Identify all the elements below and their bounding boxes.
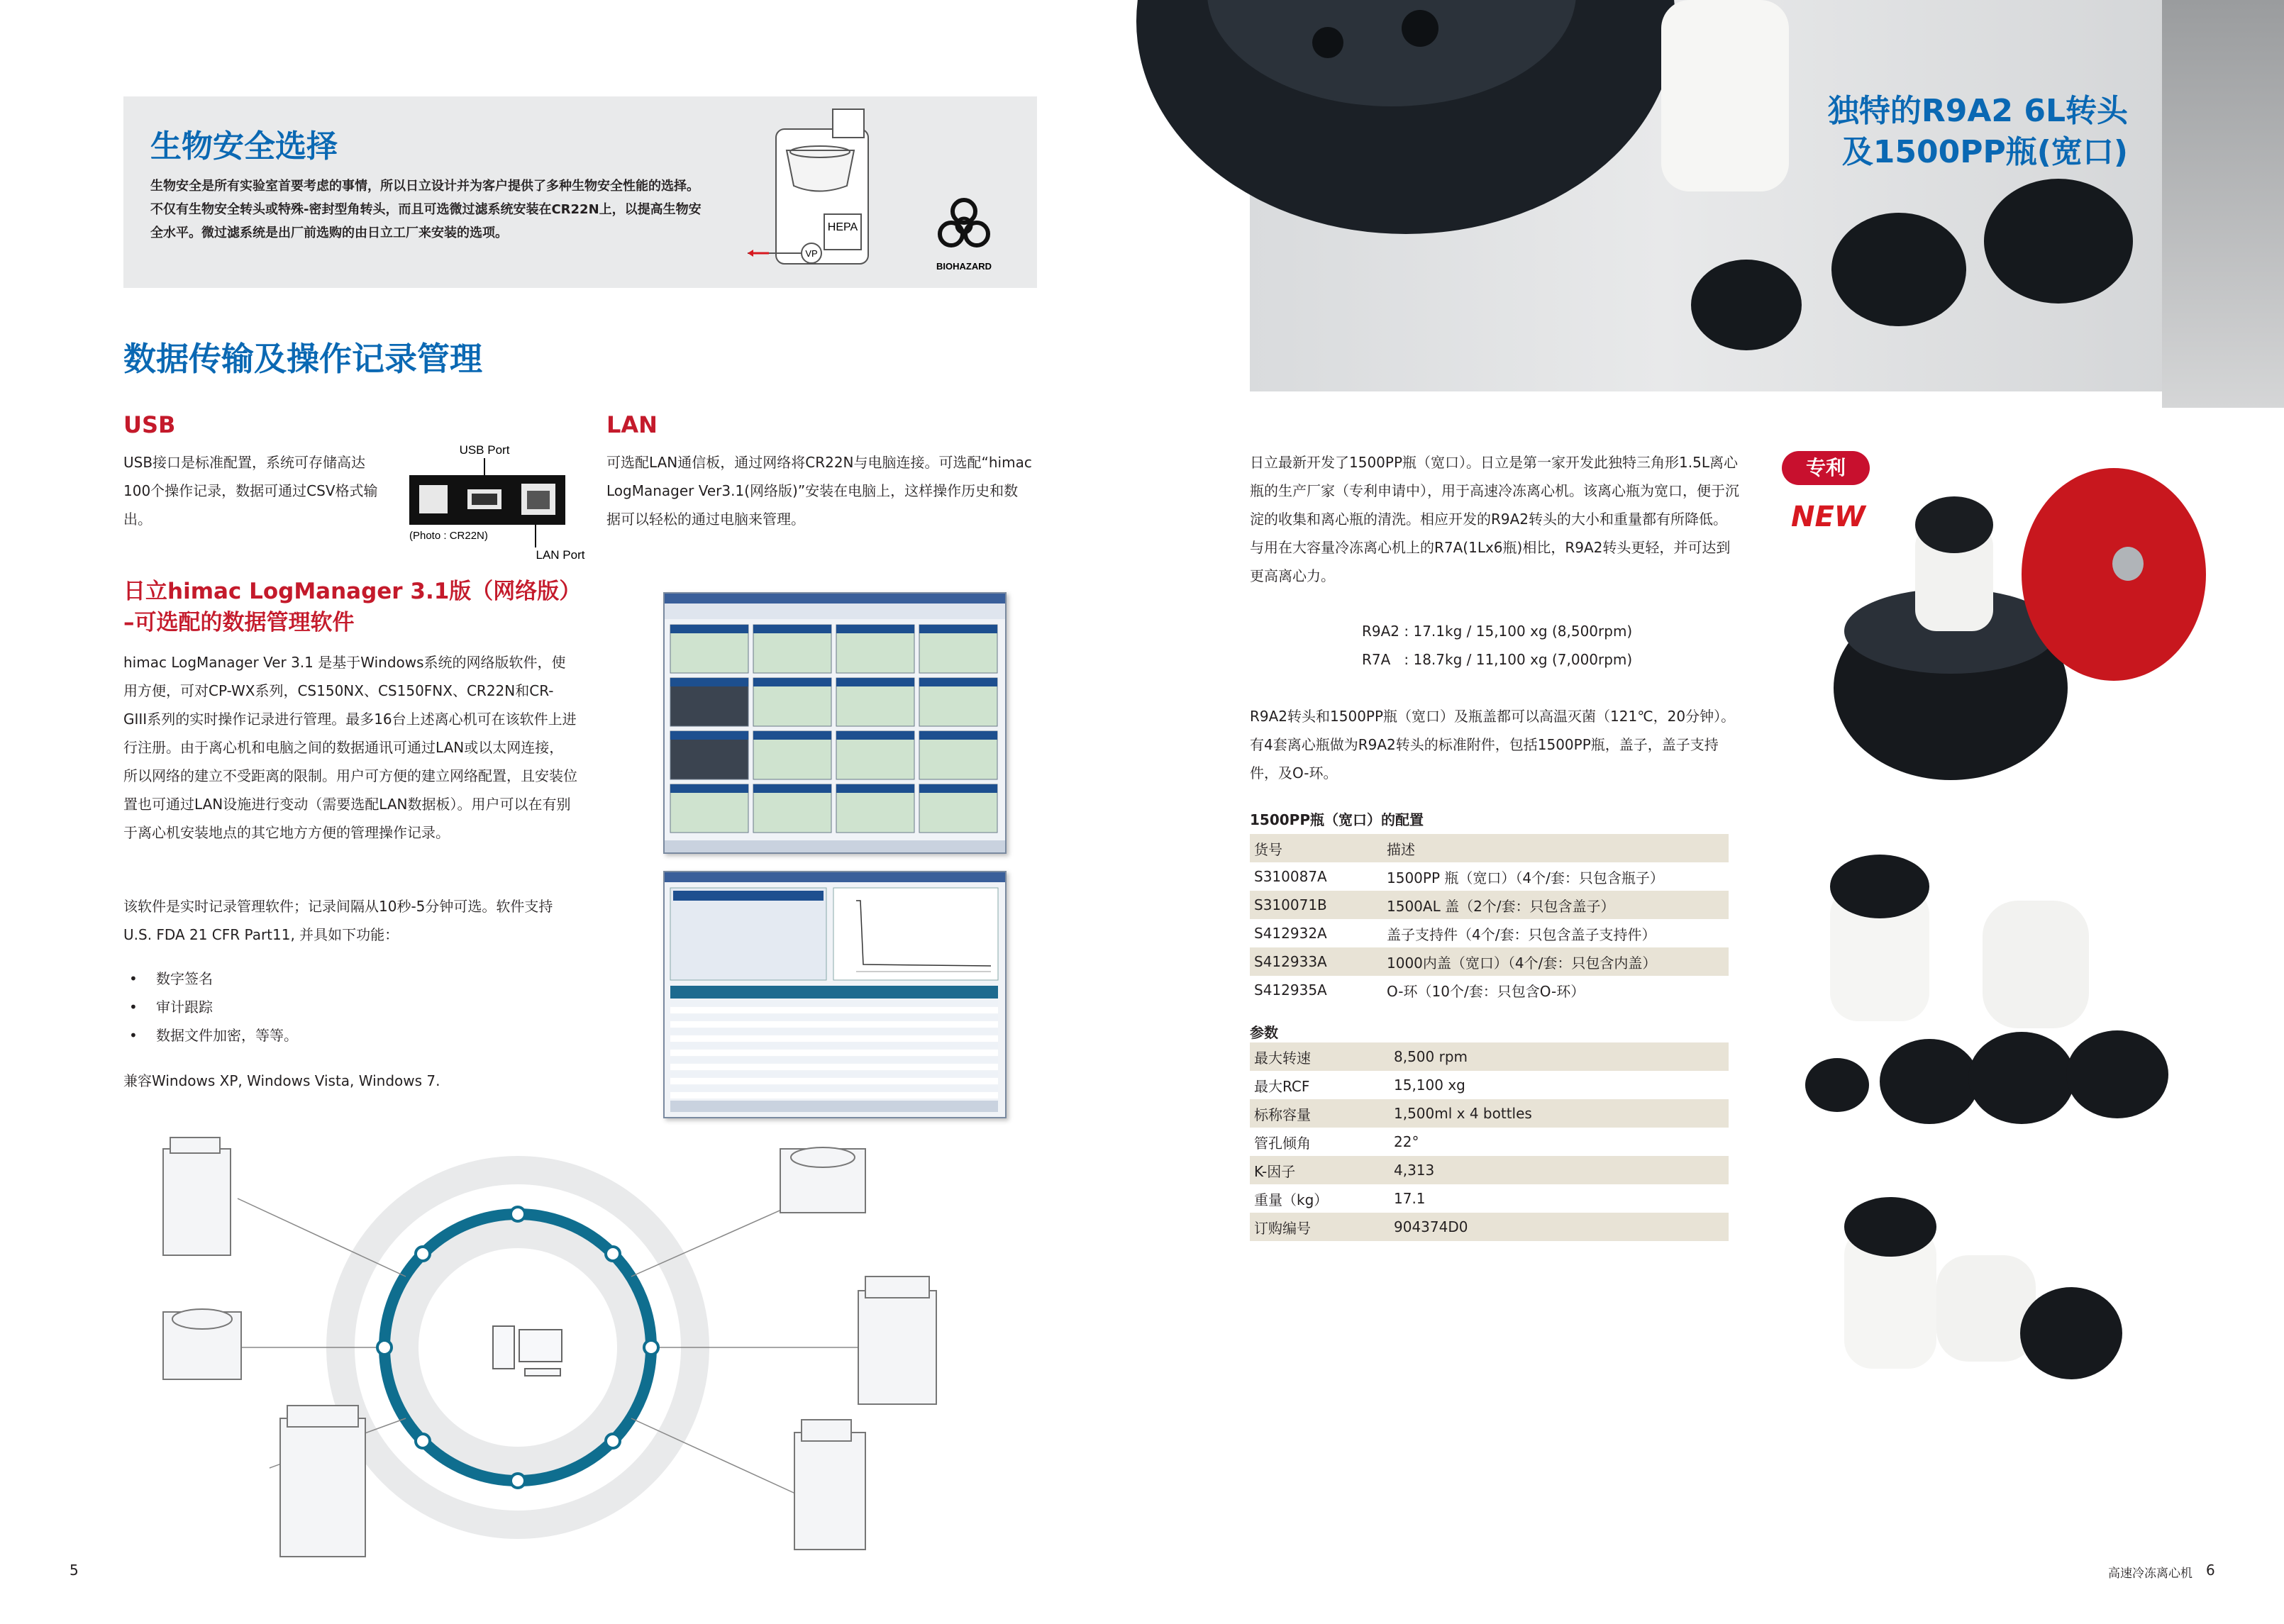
table-row (1250, 1184, 1729, 1213)
decorative-band (2162, 0, 2284, 408)
rotor-photo (1250, 0, 2284, 391)
param-label: 最大转速 (1250, 1042, 1390, 1071)
table-row (1250, 947, 1729, 976)
table-row (1250, 1128, 1729, 1156)
centrifuge-icon (280, 1406, 365, 1557)
log-table-row (670, 1078, 998, 1084)
logmanager-screenshot-monitor (663, 871, 1007, 1118)
part-description: 1500PP 瓶（宽口）（4个/套：只包含瓶子） (1387, 869, 1664, 886)
feature-item: • 审计跟踪 (123, 993, 577, 1021)
panel-title-bar (670, 784, 748, 793)
table-row (1250, 862, 1729, 891)
logmanager-text-2: 该软件是实时记录管理软件；记录间隔从10秒-5分钟可选。软件支持U.S. FDA 21 CFR Part11, 并具如下功能： (123, 898, 553, 943)
param-label: 最大RCF (1254, 1077, 1310, 1095)
footer-label: 高速冷冻离心机 (2108, 1567, 2192, 1581)
table-row (1250, 1042, 1729, 1071)
log-table-row (670, 1042, 998, 1049)
rotor-intro: 日立最新开发了1500PP瓶（宽口）。日立是第一家开发此独特三角形1.5L离心瓶的生产厂家（专利申请中），用于高速冷冻离心机。该离心瓶为宽口，便于沉淀的收集和离心瓶的清洗。相应开发的R9A2转头的大小和重量都有所降低。与用在大容量冷冻离心机上的R7A(1Lx6瓶)相比，R9A2转头更轻，并可达到更高离心力。 (1250, 454, 1739, 584)
log-table-row (670, 1064, 998, 1070)
rotor-hero-image (1250, 0, 2284, 391)
rotor-with-lid-photo (1816, 454, 2199, 794)
feature-item: • 数字签名 (123, 964, 577, 993)
page-number-left: 5 (70, 1562, 79, 1579)
params-heading: 参数 (1250, 1024, 1278, 1041)
computer-icon (493, 1326, 562, 1376)
usb-text: USB接口是标准配置，系统可存储高达100个操作记录，数据可通过CSV格式输出。 (123, 454, 378, 528)
panel-title-bar (753, 731, 831, 740)
part-number: S310071B (1250, 891, 1382, 919)
param-value: 1,500ml x 4 bottles (1390, 1099, 1729, 1128)
panel-title-bar (919, 731, 997, 740)
table-row (1250, 1213, 1729, 1241)
part-description: 盖子支持件（4个/套：只包含盖子支持件） (1387, 925, 1656, 943)
new-badge: NEW (1791, 501, 1866, 533)
column-header: 描述 (1382, 834, 1729, 862)
rotor-hero-title (1816, 91, 2128, 173)
table-row (1250, 1071, 1729, 1099)
part-description: O-环（10个/套：只包含O-环） (1387, 982, 1585, 1000)
hero-title-line1: 独特的R9A2 6L转头 (1827, 93, 2128, 129)
part-number: S412935A (1254, 981, 1327, 999)
params-table (1250, 1042, 1729, 1241)
logmanager-heading (123, 576, 581, 638)
panel-title-bar (753, 625, 831, 633)
panel-title-bar (670, 625, 748, 633)
panel-title-bar (670, 731, 748, 740)
bottle-components-photo (1802, 851, 2171, 1135)
param-value: 4,313 (1390, 1156, 1729, 1184)
panel-title-bar (919, 784, 997, 793)
log-table-row (670, 1014, 998, 1020)
biosafety-box (123, 96, 1037, 288)
config-heading: 1500PP瓶（宽口）的配置 (1250, 811, 1424, 828)
biohazard-label: BIOHAZARD (936, 261, 992, 272)
column-header: 货号 (1250, 834, 1382, 862)
photo-caption: (Photo : CR22N) (409, 530, 488, 542)
logmanager-heading-line1: 日立himac LogManager 3.1版（网络版） (123, 579, 582, 604)
centrifuge-icon (780, 1147, 865, 1213)
part-number: S310087A (1254, 868, 1327, 885)
param-value: 15,100 xg (1394, 1077, 1465, 1094)
hero-title-line2: 及1500PP瓶(宽口) (1841, 134, 2128, 170)
biohazard-icon (932, 196, 996, 274)
log-table-row (670, 1035, 998, 1042)
data-section-title: 数据传输及操作记录管理 (123, 340, 482, 378)
lan-heading: LAN (606, 411, 658, 438)
part-description: 1000内盖（宽口）（4个/套：只包含内盖） (1382, 947, 1729, 976)
lan-port-label: LAN Port (536, 548, 585, 562)
param-label: 管孔倾角 (1254, 1134, 1311, 1152)
panel-title-bar (836, 731, 914, 740)
r9a2-spec: R9A2 : 17.1kg / 15,100 xg (8,500rpm) (1362, 623, 1633, 640)
part-number: S412933A (1250, 947, 1382, 976)
filter-system-diagram (748, 108, 875, 272)
log-table-row (670, 1092, 998, 1099)
logmanager-heading-line2: –可选配的数据管理软件 (123, 610, 355, 635)
param-label: 订购编号 (1250, 1213, 1390, 1241)
vp-label: VP (805, 248, 818, 259)
table-header-row (1250, 834, 1729, 862)
feature-item: • 数据文件加密，等等。 (123, 1021, 577, 1050)
r7a-spec: R7A : 18.7kg / 11,100 xg (7,000rpm) (1362, 651, 1633, 668)
param-label: 标称容量 (1250, 1099, 1390, 1128)
panel-title-bar (670, 678, 748, 686)
centrifuge-icon (163, 1309, 241, 1379)
centrifuge-icon (794, 1420, 865, 1550)
log-table-row (670, 1071, 998, 1077)
lan-text: 可选配LAN通信板，通过网络将CR22N与电脑连接。可选配“himac LogManager Ver3.1(网络版)”安装在电脑上，这样操作历史和数据可以轻松的通过电脑来管理。 (606, 454, 1032, 528)
usb-port-photo (401, 441, 585, 562)
sterilization-text: R9A2转头和1500PP瓶（宽口）及瓶盖都可以高温灭菌（121℃，20分钟）。有4套离心瓶做为R9A2转头的标准附件，包括1500PP瓶，盖子，盖子支持件，及O-环。 (1250, 708, 1736, 782)
param-value: 22° (1394, 1133, 1419, 1150)
panel-title-bar (836, 625, 914, 633)
biosafety-title: 生物安全选择 (150, 128, 338, 165)
panel-title-bar (753, 678, 831, 686)
usb-heading: USB (123, 411, 176, 438)
centrifuge-icon (163, 1138, 231, 1255)
panel-title-bar (836, 784, 914, 793)
usb-port-label: USB Port (459, 443, 510, 457)
log-table-row (670, 1085, 998, 1091)
panel-title-bar (919, 678, 997, 686)
panel-title-bar (919, 625, 997, 633)
log-table-row (670, 1050, 998, 1056)
log-table-row (670, 1000, 998, 1006)
log-table-row (670, 1028, 998, 1035)
bottle-assembly-photo (1830, 1198, 2128, 1390)
table-row (1250, 976, 1729, 1004)
feature-list (123, 964, 577, 1050)
rotor-comparison (1362, 617, 1632, 674)
hepa-label: HEPA (827, 221, 858, 233)
panel-title-bar (753, 784, 831, 793)
param-label: K-因子 (1250, 1156, 1390, 1184)
logmanager-screenshot-overview (663, 592, 1007, 854)
logmanager-text: himac LogManager Ver 3.1 是基于Windows系统的网络版软件，使用方便，可对CP-WX系列，CS150NX、CS150FNX、CR22N和CR-GIII系列的实时操作记录进行管理。最多16台上述离心机可在该软件上进行注册。由于离心机和电脑之间的数据通讯可通过LAN或以太网连接，所以网络的建立不受距离的限制。用户可方便的建立网络配置，且安装位置也可通过LAN设施进行变动（需要选配LAN数据板）。用户可以在有别于离心机安装地点的其它地方方便的管理操作记录。 (123, 654, 577, 841)
part-number: S412932A (1254, 925, 1327, 942)
log-table-row (670, 1007, 998, 1013)
param-value: 17.1 (1394, 1190, 1426, 1207)
table-row (1250, 1156, 1729, 1184)
log-table-row (670, 1021, 998, 1028)
param-label: 重量（kg） (1254, 1191, 1329, 1208)
centrifuge-icon (858, 1277, 936, 1404)
patent-badge: 专利 (1782, 451, 1870, 485)
config-table (1250, 834, 1729, 1004)
table-row (1250, 1099, 1729, 1128)
network-diagram (142, 1128, 943, 1567)
page-number-right: 6 (2206, 1562, 2215, 1579)
panel-title-bar (836, 678, 914, 686)
table-row (1250, 919, 1729, 947)
biosafety-text: 生物安全是所有实验室首要考虑的事情，所以日立设计并为客户提供了多种生物安全性能的选择。不仅有生物安全转头或特殊-密封型角转头，而且可选微过滤系统安装在CR22N上，以提高生物安全水平。微过滤系统是出厂前选购的由日立工厂来安装的选项。 (150, 179, 702, 240)
log-table-row (670, 1057, 998, 1063)
table-row (1250, 891, 1729, 919)
part-description: 1500AL 盖（2个/套：只包含盖子） (1382, 891, 1729, 919)
param-value: 904374D0 (1390, 1213, 1729, 1241)
compatibility-text: 兼容Windows XP, Windows Vista, Windows 7. (123, 1072, 440, 1089)
param-value: 8,500 rpm (1390, 1042, 1729, 1071)
